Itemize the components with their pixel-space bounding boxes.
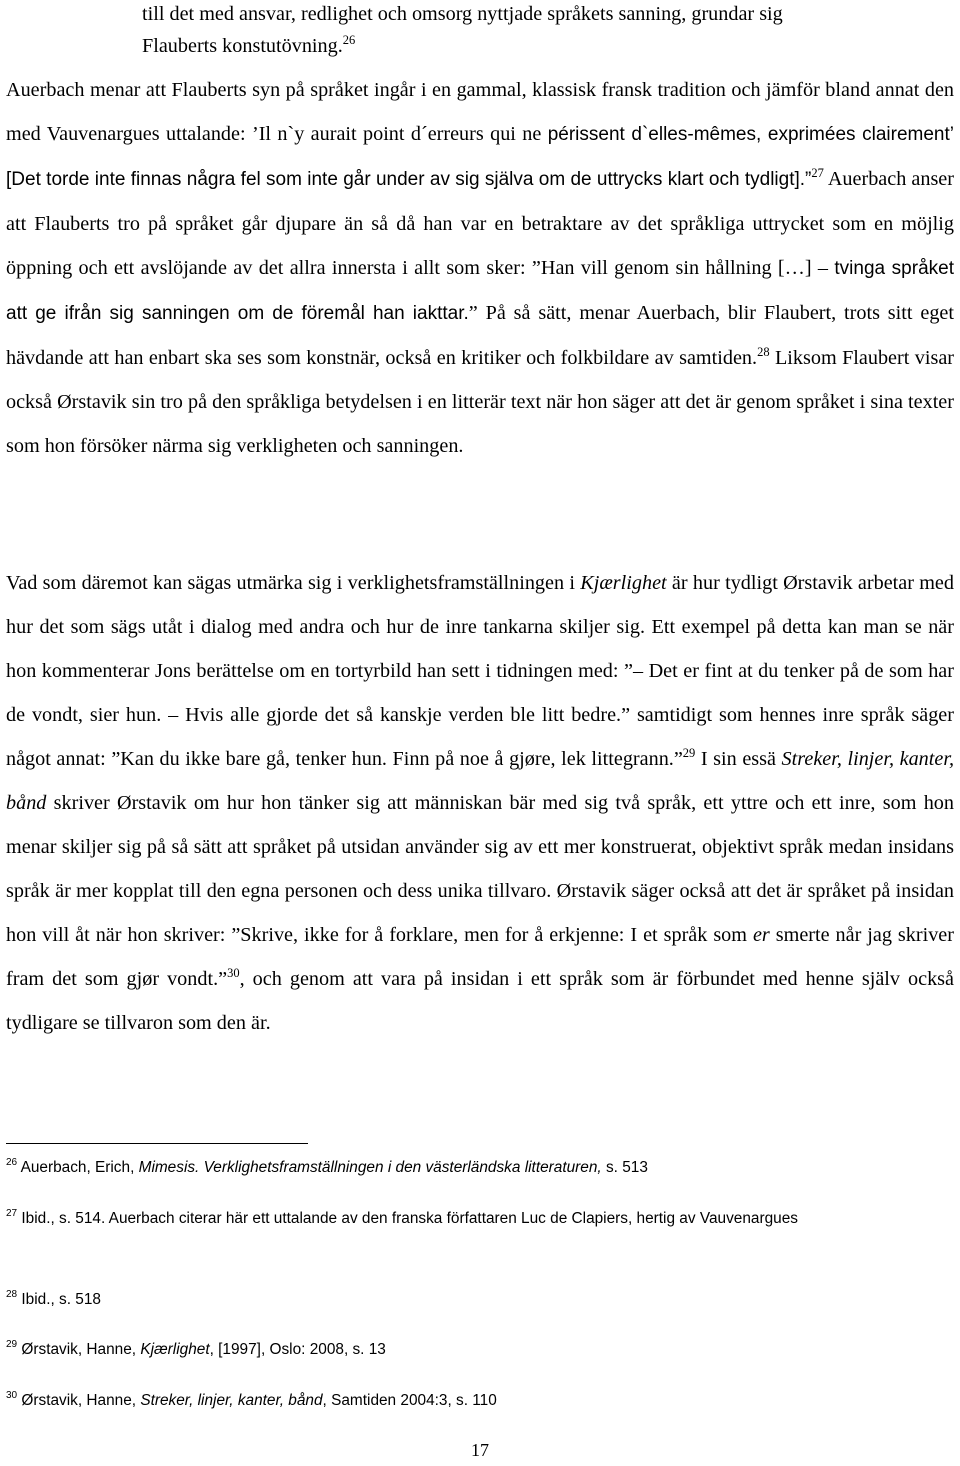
footnote-text: Ibid., s. 518 — [21, 1291, 101, 1308]
paragraph-1-text-c: Auerbach anser att Flauberts tro på språket går djupare än så då han var en betraktare av det språkliga uttrycket som en möjlig öppning och ett avslöjande av det allra innersta i allt som sker: ”Han vill genom sin hållning [ — [6, 168, 954, 279]
footnote-ref-28: 28 — [757, 345, 770, 359]
footnote-text-end: s. 513 — [601, 1159, 648, 1176]
footnote-number: 27 — [6, 1208, 18, 1219]
footnote-number: 29 — [6, 1339, 18, 1350]
block-quote-line-2 — [142, 28, 355, 64]
paragraph-2-text-g: , och genom att vara på insidan i ett språk som är förbundet med henne själv också tydligare se tillvaron som den är. — [6, 968, 954, 1034]
footnote-26 — [6, 1153, 946, 1183]
footnote-text-end: , Samtiden 2004:3, s. 110 — [322, 1392, 497, 1409]
footnote-title: Mimesis. Verklighetsframställningen i den västerländska litteraturen, — [138, 1159, 602, 1176]
paragraph-2-text-f: smerte når jag skriver fram det som gjør vondt.” — [6, 924, 954, 990]
footnote-title: Streker, linjer, kanter, bånd — [140, 1392, 323, 1409]
footnote-number: 26 — [6, 1157, 18, 1168]
footnote-number: 30 — [6, 1390, 18, 1401]
footnote-ref-30: 30 — [227, 966, 240, 980]
essay-title-streker: Streker, linjer, kanter, bånd — [6, 748, 954, 814]
paragraph-1-text-a: Auerbach menar att Flauberts syn på språket ingår i en gammal, klassisk fransk tradition och jämför bland annat den med Vauvenargues uttalande: ’Il n`y aurait point d´erreurs qui ne — [6, 79, 954, 145]
footnote-ref-27: 27 — [811, 166, 824, 180]
footnote-ref-26: 26 — [342, 33, 356, 47]
block-quote-text: Flauberts konstutövning. — [142, 35, 343, 57]
paragraph-1-ellipsis: … — [784, 257, 805, 279]
footnote-number: 28 — [6, 1289, 18, 1300]
paragraph-1-text-f: Liksom Flaubert visar också Ørstavik sin tro på den språkliga betydelsen i en litterär text när hon säger att det är genom språket i sina texter som hon försöker närma sig verkligheten och sanningen. — [6, 347, 955, 457]
paragraph-1-text-d: tvinga språket att ge ifrån sig sanningen om de föremål han iakttar. — [6, 258, 954, 324]
paragraph-2 — [6, 561, 954, 1045]
footnote-30 — [6, 1386, 946, 1416]
paragraph-2-text-a: Vad som däremot kan sägas utmärka sig i verklighetsframställningen i — [6, 572, 581, 594]
paragraph-1-text-b: périssent d`elles-mêmes, exprimées clairement’ [Det torde inte finnas några fel som inte går under av sig själva om de uttrycks klart och tydligt].” — [6, 124, 954, 190]
paragraph-1 — [6, 68, 954, 468]
paragraph-2-text-c: ” samtidigt som hennes inre språk säger något annat: ”Kan du ikke bare gå, tenker hun. Finn på noe å gjøre, lek littegrann.” — [6, 704, 954, 770]
footnote-ref-29: 29 — [682, 746, 696, 760]
paragraph-2-text-e: skriver Ørstavik om hur hon tänker sig att människan bär med sig två språk, ett yttre och ett inre, som hon menar skiljer sig på så sätt att språket på utsidan använder sig av ett mer konstruerat, objektivt språk medan insidans språk är mer kopplat till den egna personen och dess unika tillvaro. Ørstavik säger också att det är språket på insidan hon vill åt när hon skriver: ”Skrive, ikke for å forklare, men for å erkjenne: I et språk som — [6, 792, 954, 946]
paragraph-2-text-d: I sin essä — [695, 748, 782, 770]
block-quote-line-1: till det med ansvar, redlighet och omsorg nyttjade språkets sanning, grundar sig — [142, 3, 783, 25]
footnote-27 — [6, 1204, 946, 1234]
footnote-28 — [6, 1285, 946, 1315]
footnote-text: Auerbach, Erich, — [20, 1159, 139, 1176]
paragraph-1-text-e: ” På så sätt, menar Auerbach, blir Flaubert, trots sitt eget hävdande att han enbart ska ses som konstnär, också en kritiker och folkbildare av samtiden. — [6, 302, 954, 369]
footnote-text: Ibid., s. 514. Auerbach citerar här ett uttalande av den franska författaren Luc de Clapiers, hertig av Vauvenargues — [21, 1210, 798, 1227]
emphasis-er: er — [752, 924, 770, 946]
footnote-divider — [6, 1143, 308, 1144]
paragraph-2-text-b: är hur tydligt Ørstavik arbetar med hur det som sägs utåt i dialog med andra och hur de inre tankarna skiljer sig. Ett exempel på detta kan man se när hon kommenterar Jons berättelse om en tortyrbild han sett i tidningen med: ” — [6, 572, 954, 682]
book-title-kjaerlighet: Kjærlighet — [580, 572, 667, 594]
paragraph-1-bracket: ] – — [804, 257, 835, 279]
footnote-text-end: , [1997], Oslo: 2008, s. 13 — [209, 1341, 386, 1358]
footnote-title: Kjærlighet — [140, 1341, 210, 1358]
page-number: 17 — [471, 1440, 489, 1460]
footnote-text: Ørstavik, Hanne, — [21, 1341, 141, 1358]
footnote-29 — [6, 1335, 946, 1365]
paragraph-2-dialogue: – Det er fint at du tenker på de som har de vondt, sier hun. – Hvis alle gjorde det så kanskje verden ble litt bedre. — [6, 660, 954, 726]
footnote-text: Ørstavik, Hanne, — [21, 1392, 141, 1409]
